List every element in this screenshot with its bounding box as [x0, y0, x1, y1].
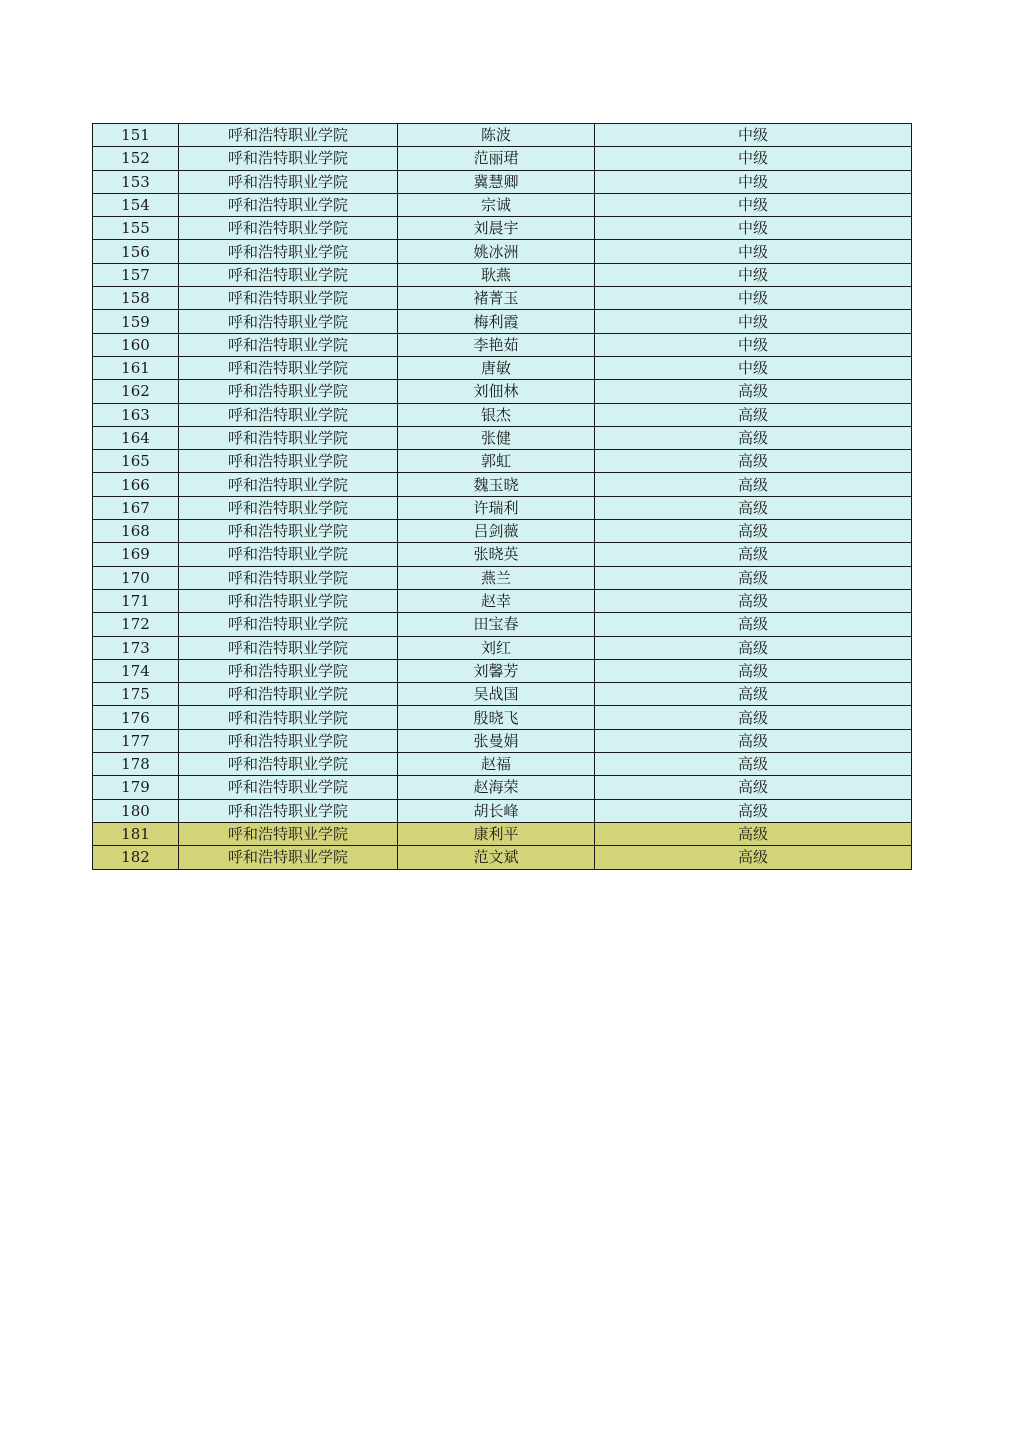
table-row	[93, 753, 912, 776]
name-cell: 褚菁玉	[398, 287, 595, 310]
name-cell: 耿燕	[398, 263, 595, 286]
school-cell: 呼和浩特职业学院	[179, 589, 398, 612]
row-number-cell: 169	[93, 543, 179, 566]
level-cell: 中级	[595, 147, 912, 170]
school-cell: 呼和浩特职业学院	[179, 333, 398, 356]
school-cell: 呼和浩特职业学院	[179, 403, 398, 426]
level-cell: 高级	[595, 496, 912, 519]
level-cell: 高级	[595, 543, 912, 566]
level-cell: 高级	[595, 426, 912, 449]
name-cell: 宗诚	[398, 193, 595, 216]
row-number-cell: 158	[93, 287, 179, 310]
name-cell: 殷晓飞	[398, 706, 595, 729]
name-cell: 田宝春	[398, 613, 595, 636]
table-row	[93, 566, 912, 589]
level-cell: 中级	[595, 217, 912, 240]
table-row	[93, 170, 912, 193]
school-cell: 呼和浩特职业学院	[179, 356, 398, 379]
school-cell: 呼和浩特职业学院	[179, 776, 398, 799]
table-row	[93, 380, 912, 403]
row-number-cell: 171	[93, 589, 179, 612]
level-cell: 高级	[595, 706, 912, 729]
level-cell: 中级	[595, 310, 912, 333]
school-cell: 呼和浩特职业学院	[179, 124, 398, 147]
school-cell: 呼和浩特职业学院	[179, 822, 398, 845]
table-row	[93, 659, 912, 682]
school-cell: 呼和浩特职业学院	[179, 287, 398, 310]
school-cell: 呼和浩特职业学院	[179, 450, 398, 473]
name-cell: 张晓英	[398, 543, 595, 566]
school-cell: 呼和浩特职业学院	[179, 310, 398, 333]
row-number-cell: 151	[93, 124, 179, 147]
name-cell: 姚冰洲	[398, 240, 595, 263]
name-cell: 梅利霞	[398, 310, 595, 333]
school-cell: 呼和浩特职业学院	[179, 520, 398, 543]
name-cell: 胡长峰	[398, 799, 595, 822]
table-row	[93, 426, 912, 449]
row-number-cell: 175	[93, 683, 179, 706]
roster-table-body	[93, 124, 912, 870]
table-row	[93, 543, 912, 566]
row-number-cell: 178	[93, 753, 179, 776]
level-cell: 中级	[595, 193, 912, 216]
level-cell: 高级	[595, 659, 912, 682]
row-number-cell: 156	[93, 240, 179, 263]
table-row	[93, 776, 912, 799]
name-cell: 范丽珺	[398, 147, 595, 170]
school-cell: 呼和浩特职业学院	[179, 613, 398, 636]
name-cell: 赵福	[398, 753, 595, 776]
level-cell: 中级	[595, 333, 912, 356]
table-row	[93, 403, 912, 426]
name-cell: 魏玉晓	[398, 473, 595, 496]
school-cell: 呼和浩特职业学院	[179, 543, 398, 566]
level-cell: 中级	[595, 240, 912, 263]
name-cell: 刘晨宇	[398, 217, 595, 240]
row-number-cell: 179	[93, 776, 179, 799]
table-row	[93, 263, 912, 286]
row-number-cell: 173	[93, 636, 179, 659]
row-number-cell: 165	[93, 450, 179, 473]
level-cell: 高级	[595, 450, 912, 473]
level-cell: 高级	[595, 566, 912, 589]
row-number-cell: 153	[93, 170, 179, 193]
row-number-cell: 154	[93, 193, 179, 216]
school-cell: 呼和浩特职业学院	[179, 683, 398, 706]
row-number-cell: 174	[93, 659, 179, 682]
level-cell: 高级	[595, 776, 912, 799]
table-row	[93, 356, 912, 379]
school-cell: 呼和浩特职业学院	[179, 217, 398, 240]
name-cell: 吴战国	[398, 683, 595, 706]
row-number-cell: 155	[93, 217, 179, 240]
name-cell: 唐敏	[398, 356, 595, 379]
row-number-cell: 170	[93, 566, 179, 589]
table-row	[93, 729, 912, 752]
row-number-cell: 172	[93, 613, 179, 636]
row-number-cell: 181	[93, 822, 179, 845]
table-row	[93, 287, 912, 310]
row-number-cell: 162	[93, 380, 179, 403]
name-cell: 张曼娟	[398, 729, 595, 752]
level-cell: 高级	[595, 822, 912, 845]
row-number-cell: 157	[93, 263, 179, 286]
table-row	[93, 124, 912, 147]
school-cell: 呼和浩特职业学院	[179, 380, 398, 403]
table-row	[93, 240, 912, 263]
school-cell: 呼和浩特职业学院	[179, 659, 398, 682]
school-cell: 呼和浩特职业学院	[179, 193, 398, 216]
school-cell: 呼和浩特职业学院	[179, 473, 398, 496]
roster-table	[92, 123, 912, 870]
level-cell: 高级	[595, 613, 912, 636]
row-number-cell: 166	[93, 473, 179, 496]
table-row-highlighted	[93, 846, 912, 869]
level-cell: 高级	[595, 473, 912, 496]
row-number-cell: 177	[93, 729, 179, 752]
level-cell: 高级	[595, 799, 912, 822]
school-cell: 呼和浩特职业学院	[179, 170, 398, 193]
name-cell: 张健	[398, 426, 595, 449]
school-cell: 呼和浩特职业学院	[179, 263, 398, 286]
row-number-cell: 167	[93, 496, 179, 519]
row-number-cell: 163	[93, 403, 179, 426]
school-cell: 呼和浩特职业学院	[179, 147, 398, 170]
name-cell: 银杰	[398, 403, 595, 426]
school-cell: 呼和浩特职业学院	[179, 566, 398, 589]
level-cell: 高级	[595, 636, 912, 659]
row-number-cell: 168	[93, 520, 179, 543]
level-cell: 中级	[595, 287, 912, 310]
row-number-cell: 182	[93, 846, 179, 869]
school-cell: 呼和浩特职业学院	[179, 636, 398, 659]
name-cell: 许瑞利	[398, 496, 595, 519]
name-cell: 康利平	[398, 822, 595, 845]
school-cell: 呼和浩特职业学院	[179, 729, 398, 752]
table-row	[93, 683, 912, 706]
name-cell: 赵海荣	[398, 776, 595, 799]
level-cell: 高级	[595, 403, 912, 426]
table-row	[93, 147, 912, 170]
row-number-cell: 160	[93, 333, 179, 356]
level-cell: 中级	[595, 263, 912, 286]
row-number-cell: 176	[93, 706, 179, 729]
school-cell: 呼和浩特职业学院	[179, 496, 398, 519]
school-cell: 呼和浩特职业学院	[179, 846, 398, 869]
level-cell: 高级	[595, 520, 912, 543]
school-cell: 呼和浩特职业学院	[179, 799, 398, 822]
level-cell: 高级	[595, 380, 912, 403]
table-row	[93, 520, 912, 543]
school-cell: 呼和浩特职业学院	[179, 240, 398, 263]
name-cell: 陈波	[398, 124, 595, 147]
table-row	[93, 799, 912, 822]
table-row	[93, 310, 912, 333]
name-cell: 郭虹	[398, 450, 595, 473]
table-row	[93, 193, 912, 216]
table-row	[93, 333, 912, 356]
school-cell: 呼和浩特职业学院	[179, 706, 398, 729]
table-row	[93, 589, 912, 612]
name-cell: 燕兰	[398, 566, 595, 589]
school-cell: 呼和浩特职业学院	[179, 426, 398, 449]
level-cell: 高级	[595, 846, 912, 869]
name-cell: 赵幸	[398, 589, 595, 612]
row-number-cell: 159	[93, 310, 179, 333]
name-cell: 吕剑薇	[398, 520, 595, 543]
name-cell: 冀慧卿	[398, 170, 595, 193]
table-row	[93, 496, 912, 519]
table-row	[93, 217, 912, 240]
level-cell: 中级	[595, 124, 912, 147]
table-row	[93, 613, 912, 636]
name-cell: 刘红	[398, 636, 595, 659]
school-cell: 呼和浩特职业学院	[179, 753, 398, 776]
level-cell: 高级	[595, 753, 912, 776]
table-row	[93, 636, 912, 659]
name-cell: 范文斌	[398, 846, 595, 869]
table-row-highlighted	[93, 822, 912, 845]
table-row	[93, 706, 912, 729]
level-cell: 中级	[595, 356, 912, 379]
name-cell: 李艳茹	[398, 333, 595, 356]
row-number-cell: 164	[93, 426, 179, 449]
name-cell: 刘佃林	[398, 380, 595, 403]
row-number-cell: 161	[93, 356, 179, 379]
level-cell: 高级	[595, 683, 912, 706]
row-number-cell: 152	[93, 147, 179, 170]
level-cell: 高级	[595, 589, 912, 612]
table-row	[93, 450, 912, 473]
table-row	[93, 473, 912, 496]
level-cell: 中级	[595, 170, 912, 193]
row-number-cell: 180	[93, 799, 179, 822]
name-cell: 刘馨芳	[398, 659, 595, 682]
level-cell: 高级	[595, 729, 912, 752]
